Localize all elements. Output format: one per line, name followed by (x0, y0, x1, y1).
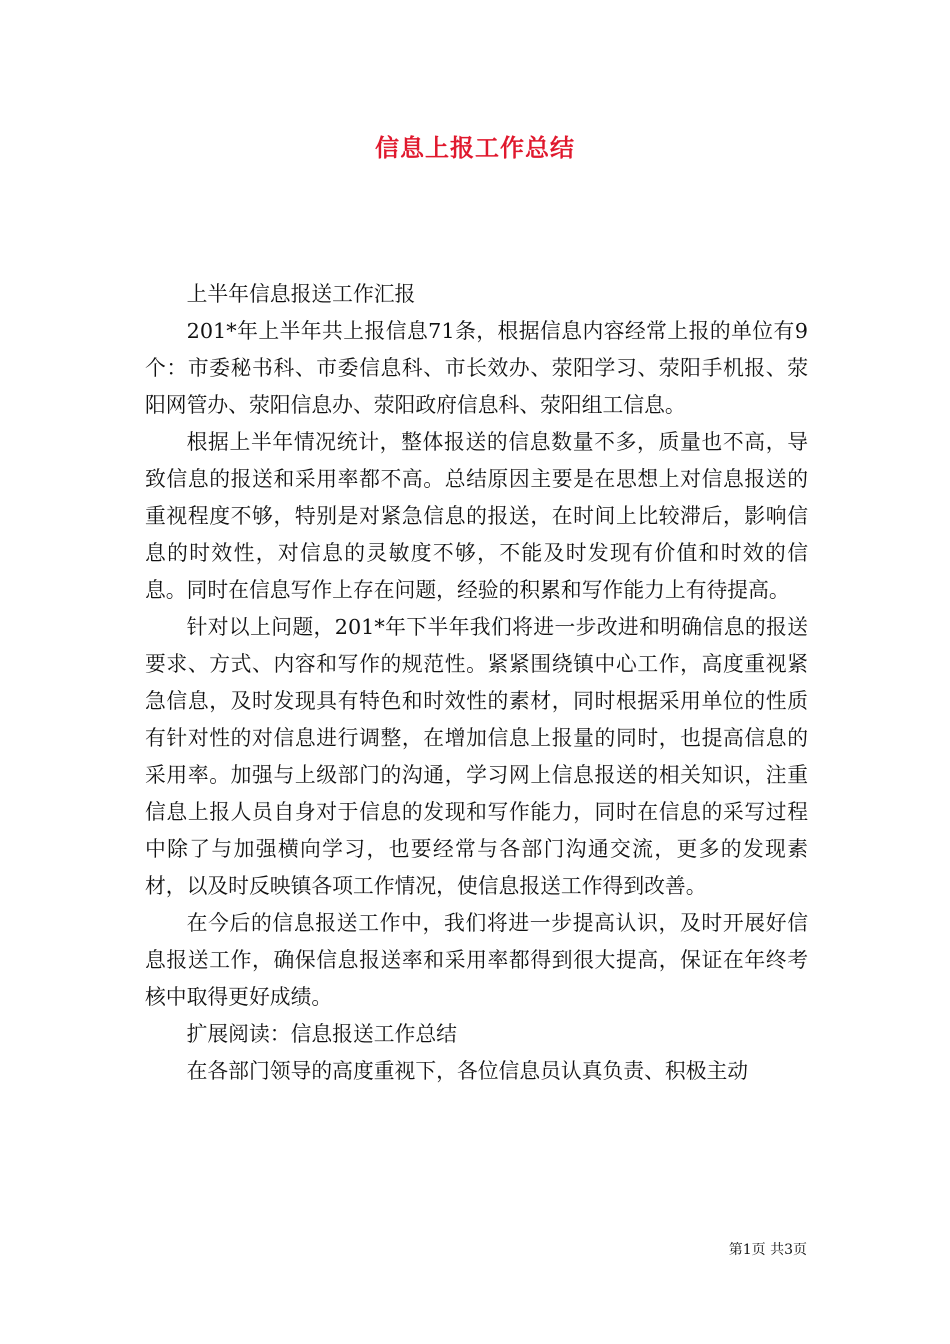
paragraph-section-heading: 上半年信息报送工作汇报 (186, 282, 416, 306)
document-title: 信息上报工作总结 (375, 133, 575, 162)
page-number-footer: 第1页 共3页 (728, 1242, 807, 1258)
paragraph-improvement-plan: 针对以上问题，201*年下半年我们将进一步改进和明确信息的报送要求、方式、内容和写作的规范性。紧紧围绕镇中心工作，高度重视紧急信息，及时发现具有特色和时效性的素材，同时根据采用单位的性质有针对性的对信息进行调整，在增加信息上报量的同时，也提高信息的采用率。加强与上级部门的沟通，学习网上信息报送的相关知识，注重信息上报人员自身对于信息的发现和写作能力，同时在信息的采写过程中除了与加强横向学习，也要经常与各部门沟通交流，更多的发现素材，以及时反映镇各项工作情况，使信息报送工作得到改善。 (145, 615, 808, 898)
paragraph-problem-analysis: 根据上半年情况统计，整体报送的信息数量不多，质量也不高，导致信息的报送和采用率都不高。总结原因主要是在思想上对信息报送的重视程度不够，特别是对紧急信息的报送，在时间上比较滞后，影响信息的时效性，对信息的灵敏度不够，不能及时发现有价值和时效的信息。同时在信息写作上存在问题，经验的积累和写作能力上有待提高。 (145, 430, 808, 602)
document-body (145, 276, 808, 1090)
paragraph-future-outlook: 在今后的信息报送工作中，我们将进一步提高认识，及时开展好信息报送工作，确保信息报送率和采用率都得到很大提高，保证在年终考核中取得更好成绩。 (145, 911, 808, 1009)
paragraph-extended-reading-body: 在各部门领导的高度重视下，各位信息员认真负责、积极主动 (186, 1059, 749, 1083)
paragraph-extended-reading-heading: 扩展阅读：信息报送工作总结 (186, 1022, 457, 1046)
paragraph-report-summary: 201*年上半年共上报信息71条，根据信息内容经常上报的单位有9个：市委秘书科、市委信息科、市长效办、荥阳学习、荥阳手机报、荥阳网管办、荥阳信息办、荥阳政府信息科、荥阳组工信息。 (145, 319, 808, 417)
